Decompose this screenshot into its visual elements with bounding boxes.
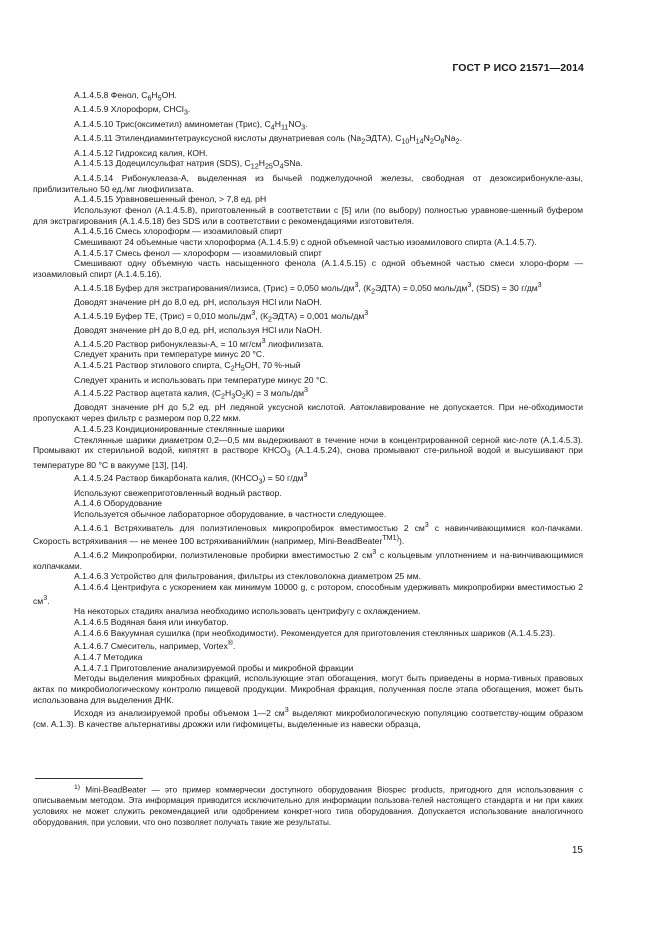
paragraph: Используют фенол (А.1.4.5.8), приготовленный в соответствии с [5] или (по выбору) полностью уравнове-шенный буфером для экстрагирования (А.1.4.5.18) без SDS или в соответствии с рекомендациями изготовителя. <box>33 204 583 226</box>
paragraph: А.1.4.6 Оборудование <box>74 498 163 509</box>
paragraph: А.1.4.7.1 Приготовление анализируемой пробы и микробной фракции <box>74 662 354 673</box>
paragraph: Смешивают одну объемную часть насыщенного фенола (А.1.4.5.15) с одной объемной частью смеси хлоро-форм — изоамиловый спирт (А.1.4.5.16). <box>33 258 583 280</box>
page-number: 15 <box>571 845 583 856</box>
paragraph: На некоторых стадиях анализа необходимо использовать центрифугу с охлаждением. <box>74 606 421 617</box>
paragraph: Стеклянные шарики диаметром 0,2—0,5 мм выдерживают в течение ночи в концентрированной серной кис-лоте (А.1.4.5.3). Промывают их стерильной водой, кипятят в растворе $КНСО_3$ (А.1.4.5.24), снова промывают сте-рильной водой и высушивают при температуре 80 °С в вакууме [13], [14]. <box>33 434 583 470</box>
paragraph: А.1.4.5.20 Раствор рибонуклеазы-А, = 10 $мг/см^3$ лиофилизата. <box>74 336 324 349</box>
footnote: $^{1)}$ Mini-BeadBeater — это пример коммерчески доступного оборудования Biospec products, пригодного для использования с описываемым методом. Эта информация приводится исключительно для информации пользова-телей настоящего стандарта и ни при каких условиях не может служить рекомендацией или одобрением конкрет-ного типа оборудования. Допускается использование аналогичного оборудования, при условии, что оно позволяет получать такие же результаты. <box>33 784 583 827</box>
paragraph: Доводят значение рН до 8,0 ед. рН, используя НCl или NaOH. <box>74 325 322 336</box>
paragraph: Смешивают 24 объемные части хлороформа (А.1.4.5.9) с одной объемной частью изоамилового спирта (А.1.4.5.7). <box>74 237 537 248</box>
paragraph: А.1.4.5.9 Хлороформ, СНCl$_3$. <box>74 104 191 118</box>
paragraph: А.1.4.5.19 Буфер ТЕ, (Трис) = 0,010 моль/$дм^3$, $(К_2ЭДТА) = 0,001$ моль/$дм^3$ <box>74 308 369 324</box>
paragraph: Используют свежеприготовленный водный раствор. <box>74 487 282 498</box>
paragraph: А.1.4.5.17 Смесь фенол — хлороформ — изоамиловый спирт <box>74 247 322 258</box>
paragraph: А.1.4.6.2 Микропробирки, полиэтиленовые пробирки вместимостью 2 $см^3$ с кольцевым уплотнением и на-винчивающимися колпачками. <box>33 547 583 571</box>
paragraph: А.1.4.5.23 Кондиционированные стеклянные шарики <box>74 423 285 434</box>
document-body <box>33 90 583 730</box>
paragraph: А.1.4.7 Методика <box>74 651 143 662</box>
paragraph: А.1.4.5.15 Уравновешенный фенол, > 7,8 ед. рН <box>74 194 267 205</box>
paragraph: А.1.4.5.10 Трис(оксиметил) аминометан (Трис), $С_4Н_{11}NO_3$. <box>74 118 308 132</box>
paragraph: А.1.4.5.24 Раствор бикарбоната калия, $(КНСО_3) = 50$ $г/дм^3$ <box>74 471 308 486</box>
paragraph: Используется обычное лабораторное оборудование, в частности следующее. <box>74 509 387 520</box>
paragraph: А.1.4.5.11 Этилендиаминтетрауксусной кислоты двунатриевая соль $(Na_2ЭДТА)$, $С_{10}Н_{14}N_2O_8Na_2$. <box>74 133 462 146</box>
paragraph: А.1.4.5.8 Фенол, $С_6Н_5ОН$. <box>74 90 177 103</box>
paragraph: А.1.4.6.3 Устройство для фильтрования, фильтры из стекловолокна диаметром 25 мм. <box>74 571 421 582</box>
paragraph: Исходя из анализируемой пробы объемом 1—2 $см^3$ выделяют микробиологическую популяцию соответству-ющим образом (см. А.1.3). В качестве альтернативы дрожжи или гифомицеты, выделенные из навески образца, <box>33 706 583 729</box>
paragraph: Доводят значение рН до 8,0 ед. рН, используя НCl или NaOH. <box>74 297 322 308</box>
paragraph: А.1.4.6.6 Вакуумная сушилка (при необходимости). Рекомендуется для приготовления стеклянных шариков (А.1.4.5.23). <box>74 627 556 638</box>
paragraph: А.1.4.5.16 Смесь хлороформ — изоамиловый спирт <box>74 226 283 237</box>
paragraph: А.1.4.5.22 Раствор ацетата калия, $(С_2Н_3O_2К) = 3$ моль/$дм^3$ <box>74 386 309 401</box>
paragraph: Методы выделения микробных фракций, использующие этап обогащения, могут быть приведены в норма-тивных правовых актах по микробиологическому контролю пищевой продукции. Микробная фракция, полученная после этапа обогащения, может быть использована для выделения ДНК. <box>33 673 583 705</box>
paragraph: А.1.4.5.21 Раствор этилового спирта, $С_2Н_5ОН$, 70 %-ный <box>74 360 301 373</box>
paragraph: А.1.4.5.14 Рибонуклеаза-А, выделенная из бычьей поджелудочной железы, свободная от дезоксирибонукле-азы, приблизительно 50 ед./мг лиофилизата. <box>33 172 583 194</box>
paragraph: Доводят значение рН до 5,2 ед. рН ледяной уксусной кислотой. Автоклавирование не допускается. При не-обходимости пропускают через фильтр с размером пор 0,22 мкм. <box>33 402 583 424</box>
paragraph: А.1.4.6.7 Смеситель, например, Vortex®. <box>74 639 236 652</box>
paragraph: А.1.4.5.12 Гидроксид калия, КОН. <box>74 147 208 158</box>
paragraph: А.1.4.5.18 Буфер для экстрагирования/лизиса, (Трис) = 0,050 моль/$дм^3$, $(К_2ЭДТА) = 0,050$ моль/$дм^3$, (SDS) = 30 $г/дм^3$ <box>74 280 542 296</box>
paragraph: А.1.4.5.13 Додецилсульфат натрия (SDS), $С_{12}Н_{25}O_4SNa$. <box>74 158 303 172</box>
paragraph: Следует хранить при температуре минус 20 °С. <box>74 349 265 360</box>
footnote-divider <box>35 778 143 779</box>
paragraph: А.1.4.6.4 Центрифуга с ускорением как минимум 10000 g, с ротором, способным удерживать микропробирки вместимостью 2 $см^3$. <box>33 581 583 606</box>
standard-header: ГОСТ Р ИСО 21571—2014 <box>452 62 584 74</box>
paragraph: А.1.4.6.5 Водяная баня или инкубатор. <box>74 616 229 627</box>
paragraph: Следует хранить и использовать при температуре минус 20 °С. <box>74 374 328 385</box>
paragraph: А.1.4.6.1 Встряхиватель для полиэтиленовых микропробирок вместимостью 2 $см^3$ с навинчивающимися кол-пачками. Скорость встряхивания — не менее 100 встряхиваний/мин (например, Mini-BeadBeater$^{TM1)}$). <box>33 520 583 547</box>
